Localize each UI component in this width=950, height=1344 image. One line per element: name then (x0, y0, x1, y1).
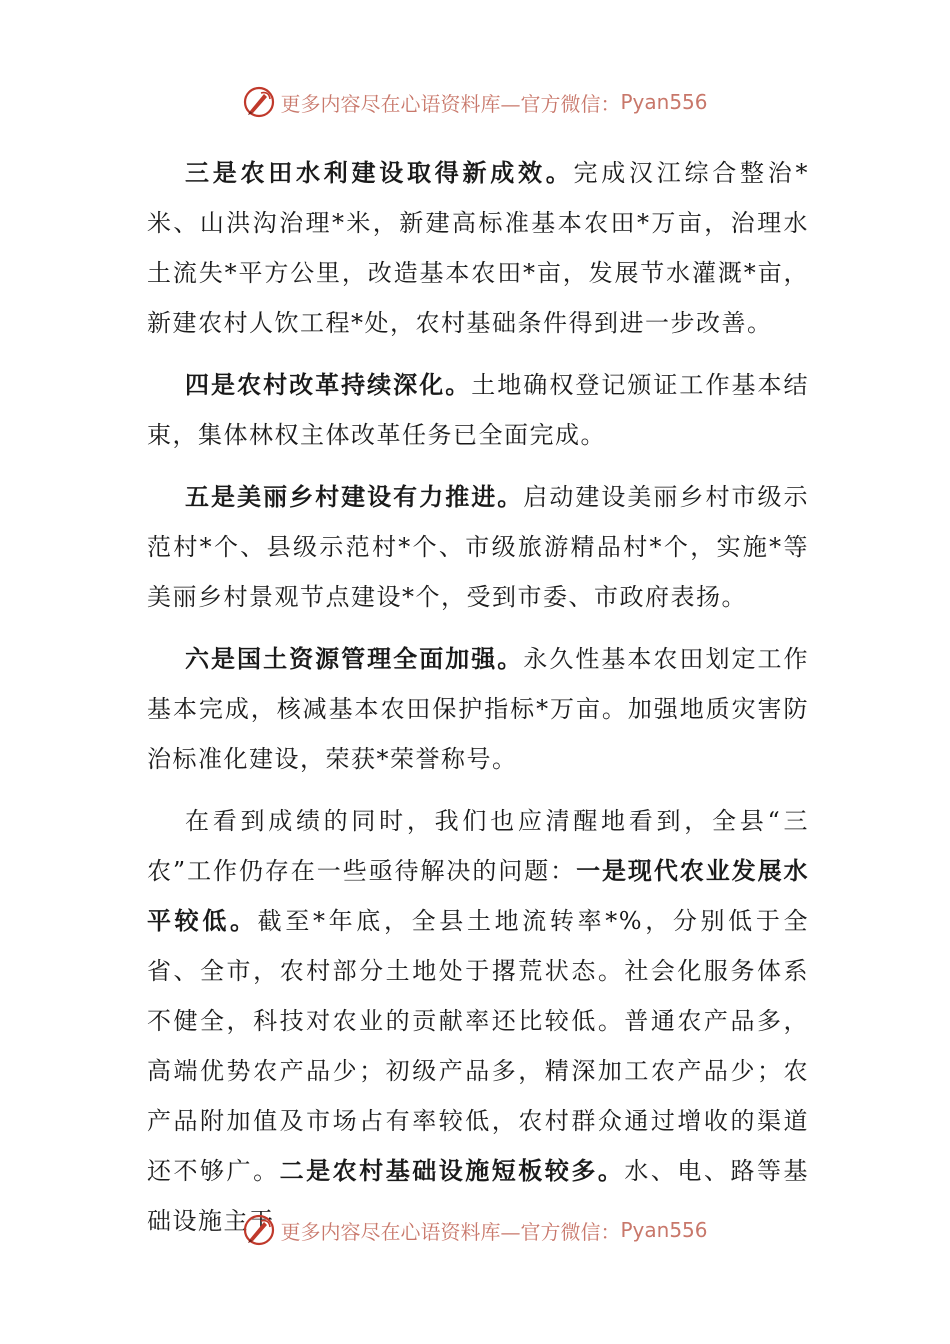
watermark-text: 更多内容尽在心语资料库—官方微信： (280, 1219, 621, 1244)
paragraph-text: 完成汉江综合整治*米、山洪沟治理*米，新建高标准基本农田*万亩，治理水土流失*平方公里，改造基本农田*亩，发展节水灌溉*亩，新建农村人饮工程*处，农村基础条件得到进一步改善。 (147, 159, 809, 337)
paragraph-lead: 六是国土资源管理全面加强。 (185, 645, 524, 673)
watermark-wechat-id: Pyan556 (620, 90, 708, 114)
paragraph-lead: 五是美丽乡村建设有力推进。 (185, 483, 524, 511)
problem-text-1: 截至*年底，全县土地流转率*%，分别低于全省、全市，农村部分土地处于撂荒状态。社会化服务体系不健全，科技对农业的贡献率还比较低。普通农产品多，高端优势农产品少；初级产品多，精深加工农产品少；农产品附加值及市场占有率较低，农村群众通过增收的渠道还不够广。 (147, 907, 810, 1185)
paragraph (147, 634, 809, 784)
problem-text-2: 水、电、路等基础设施主干 (147, 1157, 810, 1235)
paragraph-lead: 四是农村改革持续深化。 (185, 371, 472, 399)
paragraph-problems (147, 796, 809, 1246)
paragraph-text: 永久性基本农田划定工作基本完成，核减基本农田保护指标*万亩。加强地质灾害防治标准化建设，荣获*荣誉称号。 (147, 645, 810, 773)
pen-logo-icon (242, 85, 276, 119)
paragraph-text: 土地确权登记颁证工作基本结束，集体林权主体改革任务已全面完成。 (147, 371, 810, 449)
paragraph (147, 148, 809, 348)
watermark-text: 更多内容尽在心语资料库—官方微信： (280, 91, 621, 116)
problem-lead-1: 一是现代农业发展水平较低。 (147, 857, 809, 935)
paragraph-intro: 在看到成绩的同时，我们也应清醒地看到，全县“三农”工作仍存在一些亟待解决的问题： (147, 807, 809, 885)
paragraph-text: 启动建设美丽乡村市级示范村*个、县级示范村*个、市级旅游精品村*个，实施*等美丽乡村景观节点建设*个，受到市委、市政府表扬。 (147, 483, 810, 611)
watermark-wechat-id: Pyan556 (620, 1218, 708, 1242)
paragraph (147, 360, 809, 460)
paragraph (147, 472, 809, 622)
pen-logo-icon (242, 1213, 276, 1247)
paragraph-lead: 三是农田水利建设取得新成效。 (185, 159, 574, 187)
watermark-banner-top (0, 82, 950, 122)
watermark-banner-bottom (0, 1210, 950, 1250)
problem-lead-2: 二是农村基础设施短板较多。 (279, 1157, 625, 1185)
document-body (147, 148, 809, 1258)
